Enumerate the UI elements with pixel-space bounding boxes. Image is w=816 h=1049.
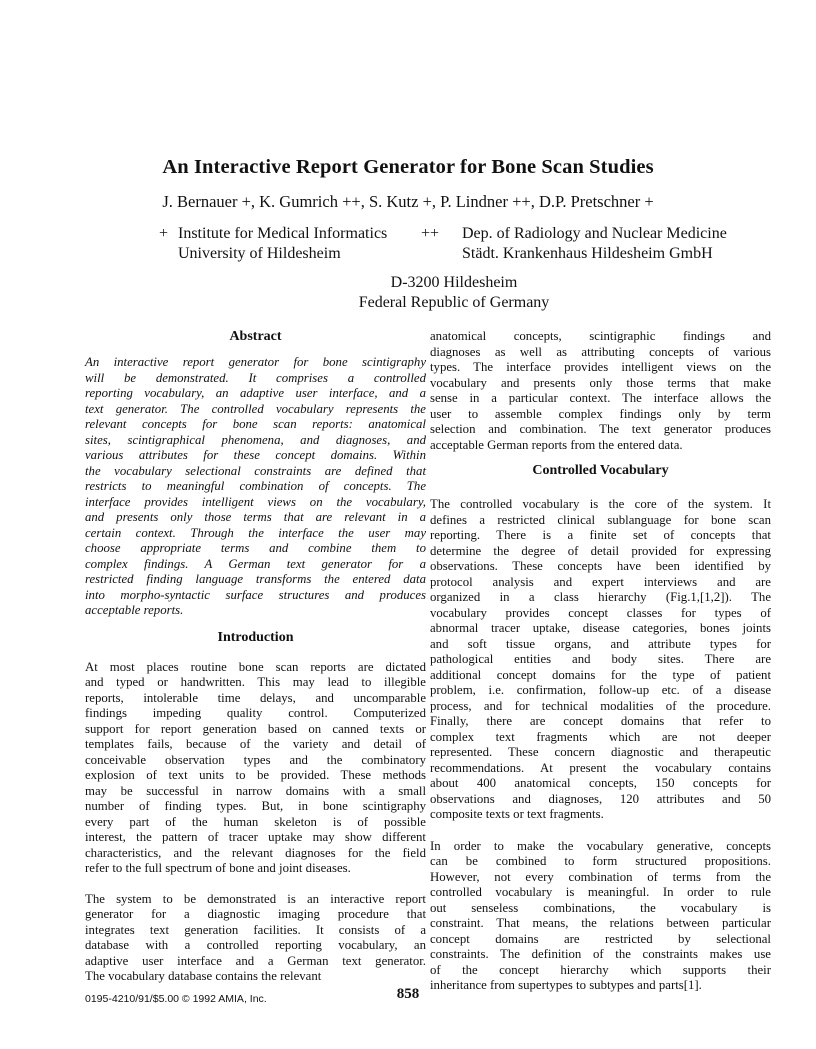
text-line: acceptable German reports from the entered data. xyxy=(430,437,683,452)
text-line: types. The interface provides intelligent views on the xyxy=(430,360,771,374)
text-line: about 400 anatomical concepts, 150 concepts for xyxy=(430,776,771,790)
text-line: constraints. The definition of the constraints makes use xyxy=(430,947,771,961)
text-line: into morpho-syntactic surface structures and produces xyxy=(85,587,426,602)
text-line: recommendations. At present the vocabulary contains xyxy=(430,760,771,775)
text-line: complex findings. A German text generator for a xyxy=(85,556,426,571)
text-line: will be demonstrated. It comprises a controlled xyxy=(85,370,426,385)
text-line: every part of the human skeleton is of possible xyxy=(85,814,426,829)
text-line: diagnoses as well as attributing concepts of various xyxy=(430,344,771,359)
text-line: Finally, there are concept domains that refer to xyxy=(430,714,771,728)
text-line: interest, the pattern of tracer uptake may show different xyxy=(85,830,426,844)
affiliation-mark: ++ xyxy=(421,225,440,242)
controlled-vocabulary-paragraph xyxy=(430,497,771,823)
affiliation-line: Institute for Medical Informatics xyxy=(178,225,388,242)
text-line: may be successful in narrow domains with a small xyxy=(85,783,426,798)
text-line: restricts to meaningful combination of concepts. The xyxy=(85,479,426,493)
text-line: observations. These concepts have been identified by xyxy=(430,559,771,573)
text-line: and presents only those terms that are relevant in a xyxy=(85,510,426,524)
location-city: D-3200 Hildesheim xyxy=(390,274,518,291)
text-line: complex text fragments which are not deeper xyxy=(430,729,771,744)
text-line: choose appropriate terms and combine them to xyxy=(85,541,426,555)
location-country: Federal Republic of Germany xyxy=(358,294,550,311)
text-line: user to assemble complex findings only by term xyxy=(430,406,771,421)
affiliation-line: Dep. of Radiology and Nuclear Medicine xyxy=(462,225,727,242)
right-column xyxy=(430,329,771,994)
text-line: findings impeding quality control. Computerized xyxy=(85,706,426,720)
affiliation-line: Städt. Krankenhaus Hildesheim GmbH xyxy=(462,245,713,262)
text-line: In order to make the vocabulary generative, concepts xyxy=(430,838,771,853)
text-line: adaptive user interface and a German text generator. xyxy=(85,953,426,968)
text-line: organized in a class hierarchy (Fig.1,[1,2]). The xyxy=(430,590,771,604)
text-line: The vocabulary database contains the relevant xyxy=(85,969,322,983)
text-line: the vocabulary selectional constraints are defined that xyxy=(85,463,426,478)
text-line: reporting vocabulary, an adaptive user interface, and a xyxy=(85,386,426,400)
text-line: sense in a particular context. The interface allows the xyxy=(430,391,771,405)
text-line: number of finding types. But, in bone scintigraphy xyxy=(85,799,426,813)
controlled-vocabulary-paragraph xyxy=(430,839,771,994)
introduction-paragraph xyxy=(85,660,426,877)
text-line: problem, i.e. confirmation, follow-up etc. of a disease xyxy=(430,683,771,697)
affiliation-left xyxy=(159,224,399,264)
affiliation-line: University of Hildesheim xyxy=(178,245,341,262)
text-line: generator for a diagnostic imaging procedure that xyxy=(85,907,426,921)
text-line: interface provides intelligent views on the vocabulary, xyxy=(85,494,426,509)
text-line: inheritance from supertypes to subtypes and parts[1]. xyxy=(430,978,702,992)
text-line: integrates text generation facilities. It consists of a xyxy=(85,922,426,937)
text-line: abnormal tracer uptake, disease categories, bones joints xyxy=(430,621,771,635)
text-line: determine the degree of detail provided for expressing xyxy=(430,543,771,558)
text-line: explosion of text units to be provided. These methods xyxy=(85,768,426,782)
location-block xyxy=(0,273,816,313)
text-line: templates fails, because of the variety and detail of xyxy=(85,737,426,751)
text-line: database with a controlled reporting vocabulary, an xyxy=(85,938,426,952)
text-line: can be combined to form structured propositions. xyxy=(430,854,771,868)
text-line: of the concept hierarchy which supports their xyxy=(430,962,771,977)
text-line: refer to the full spectrum of bone and joint diseases. xyxy=(85,861,351,875)
abstract-heading: Abstract xyxy=(229,329,282,344)
text-line: various attributes for these concept domains. Within xyxy=(85,448,426,462)
text-line: conceivable observation types and the combinatory xyxy=(85,752,426,767)
abstract-text xyxy=(85,355,426,619)
page-number: 858 xyxy=(396,986,420,1002)
text-line: defines a restricted clinical sublanguage for bone scan xyxy=(430,512,771,527)
text-line: restricted finding language transforms the entered data xyxy=(85,572,426,586)
text-line: certain context. Through the interface the user may xyxy=(85,525,426,540)
text-line: relevant concepts for bone scan reports: anatomical xyxy=(85,417,426,431)
text-line: composite texts or text fragments. xyxy=(430,807,604,821)
text-line: anatomical concepts, scintigraphic findings and xyxy=(430,329,771,343)
text-line: reports, intolerable time delays, and uncomparable xyxy=(85,690,426,705)
text-line: At most places routine bone scan reports are dictated xyxy=(85,659,426,674)
text-line: and soft tissue organs, and attribute types for xyxy=(430,636,771,651)
text-line: process, and for technical modalities of the procedure. xyxy=(430,698,771,713)
paper-title: An Interactive Report Generator for Bone Scan Studies xyxy=(162,156,654,178)
affiliation-right xyxy=(421,224,741,264)
text-line: vocabulary provides concept classes for types of xyxy=(430,605,771,620)
text-line: However, not every combination of terms from the xyxy=(430,869,771,884)
text-line: constraint. That means, the relations between particular xyxy=(430,916,771,930)
text-line: support for report generation based on canned texts or xyxy=(85,721,426,736)
author-list: J. Bernauer +, K. Gumrich ++, S. Kutz +, P. Lindner ++, D.P. Pretschner + xyxy=(162,192,654,211)
controlled-vocabulary-heading: Controlled Vocabulary xyxy=(532,463,669,478)
text-line: out senseless combinations, the vocabulary is xyxy=(430,900,771,915)
text-line: selection and combination. The text generator produces xyxy=(430,422,771,436)
text-line: pathological entities and body sites. There are xyxy=(430,652,771,666)
introduction-continuation xyxy=(430,329,771,453)
text-line: The system to be demonstrated is an interactive report xyxy=(85,891,426,906)
text-line: text generator. The controlled vocabulary represents the xyxy=(85,401,426,416)
text-line: observations and diagnoses, 120 attributes and 50 xyxy=(430,791,771,806)
text-line: sites, scintigraphical phenomena, and diagnoses, and xyxy=(85,432,426,447)
text-line: represented. These concern diagnostic and therapeutic xyxy=(430,745,771,759)
text-line: acceptable reports. xyxy=(85,603,184,617)
left-column xyxy=(85,329,426,985)
text-line: controlled vocabulary is meaningful. In order to rule xyxy=(430,885,771,899)
text-line: vocabulary and presents only those terms that make xyxy=(430,375,771,390)
text-line: reporting. There is a finite set of concepts that xyxy=(430,528,771,542)
copyright-notice: 0195-4210/91/$5.00 © 1992 AMIA, Inc. xyxy=(85,993,267,1005)
text-line: protocol analysis and expert interviews and are xyxy=(430,574,771,589)
introduction-heading: Introduction xyxy=(217,629,294,645)
affiliation-mark: + xyxy=(159,225,169,242)
text-line: An interactive report generator for bone scintigraphy xyxy=(85,355,426,369)
text-line: The controlled vocabulary is the core of the system. It xyxy=(430,497,771,511)
text-line: characteristics, and the relevant diagnoses for the field xyxy=(85,845,426,860)
text-line: concept domains are restricted by selectional xyxy=(430,931,771,946)
text-line: and typed or handwritten. This may lead to illegible xyxy=(85,675,426,689)
introduction-paragraph xyxy=(85,892,426,985)
text-line: additional concept domains for the type of patient xyxy=(430,667,771,682)
